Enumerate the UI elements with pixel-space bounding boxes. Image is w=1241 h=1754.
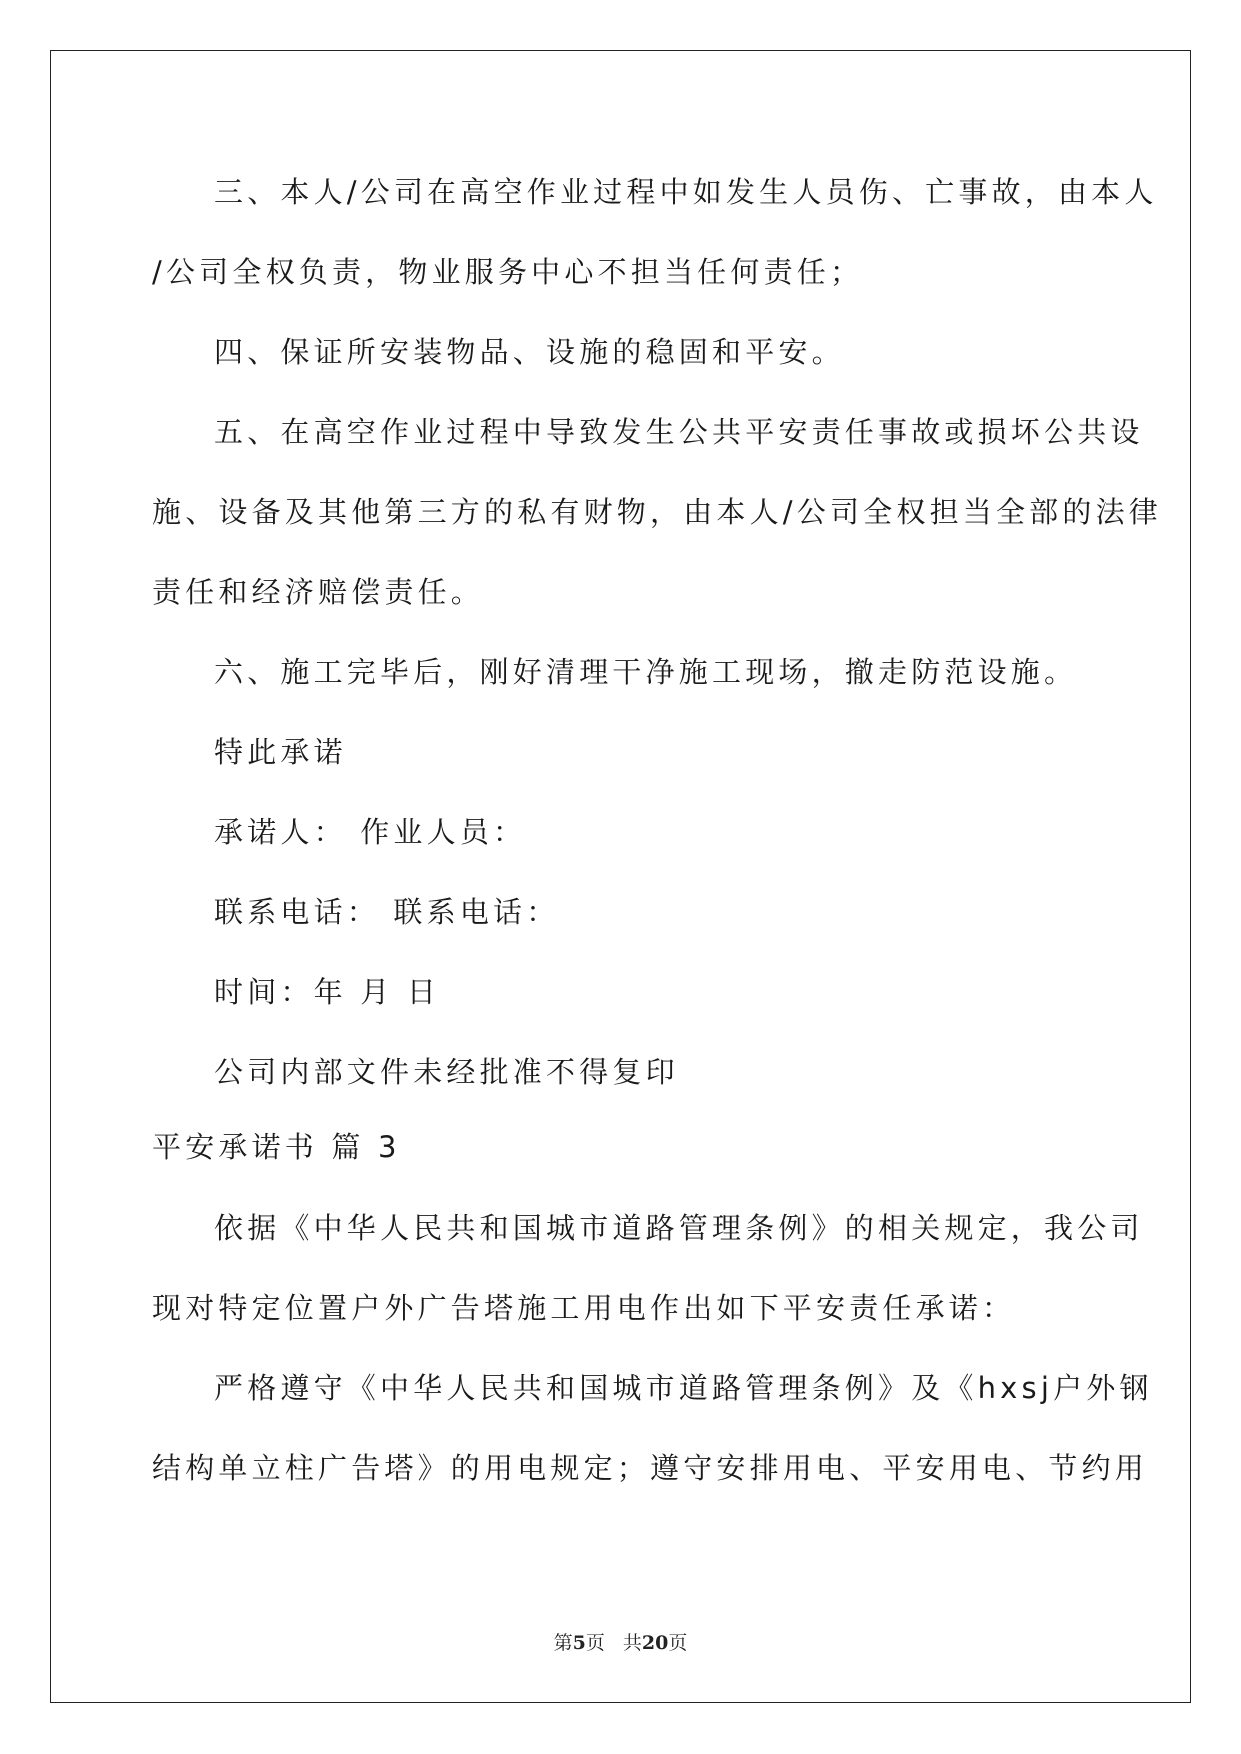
paragraph-line: 严格遵守《中华人民共和国城市道路管理条例》及《hxsj户外钢	[214, 1371, 1153, 1405]
paragraph-line: 责任和经济赔偿责任。	[152, 575, 485, 609]
paragraph-line: 公司内部文件未经批准不得复印	[214, 1055, 679, 1089]
paragraph-line: 五、在高空作业过程中导致发生公共平安责任事故或损坏公共设	[214, 415, 1144, 449]
footer-total-pages: 20	[641, 1632, 669, 1654]
signature-line: 承诺人： 作业人员：	[214, 815, 527, 849]
paragraph-line: 依据《中华人民共和国城市道路管理条例》的相关规定，我公司	[214, 1211, 1144, 1245]
paragraph-line: 结构单立柱广告塔》的用电规定；遵守安排用电、平安用电、节约用	[152, 1451, 1149, 1485]
footer-total-suffix: 页	[668, 1632, 688, 1654]
paragraph-line: /公司全权负责，物业服务中心不担当任何责任；	[152, 255, 864, 289]
contact-line: 联系电话： 联系电话：	[214, 895, 560, 929]
footer-page-suffix: 页	[585, 1632, 605, 1654]
section-heading: 平安承诺书 篇 3	[152, 1130, 401, 1164]
paragraph-line: 特此承诺	[214, 735, 347, 769]
paragraph-line: 六、施工完毕后，刚好清理干净施工现场，撤走防范设施。	[214, 655, 1078, 689]
paragraph-line: 施、设备及其他第三方的私有财物，由本人/公司全权担当全部的法律	[152, 495, 1162, 529]
page-footer	[0, 1628, 1241, 1655]
paragraph-line: 四、保证所安装物品、设施的稳固和平安。	[214, 335, 845, 369]
paragraph-line: 三、本人/公司在高空作业过程中如发生人员伤、亡事故，由本人	[214, 175, 1158, 209]
date-line: 时间：年 月 日	[214, 975, 441, 1009]
footer-page-number: 5	[572, 1632, 586, 1654]
footer-total-prefix: 共	[622, 1632, 642, 1654]
paragraph-line: 现对特定位置户外广告塔施工用电作出如下平安责任承诺：	[152, 1291, 1016, 1325]
footer-page-prefix: 第	[553, 1632, 573, 1654]
